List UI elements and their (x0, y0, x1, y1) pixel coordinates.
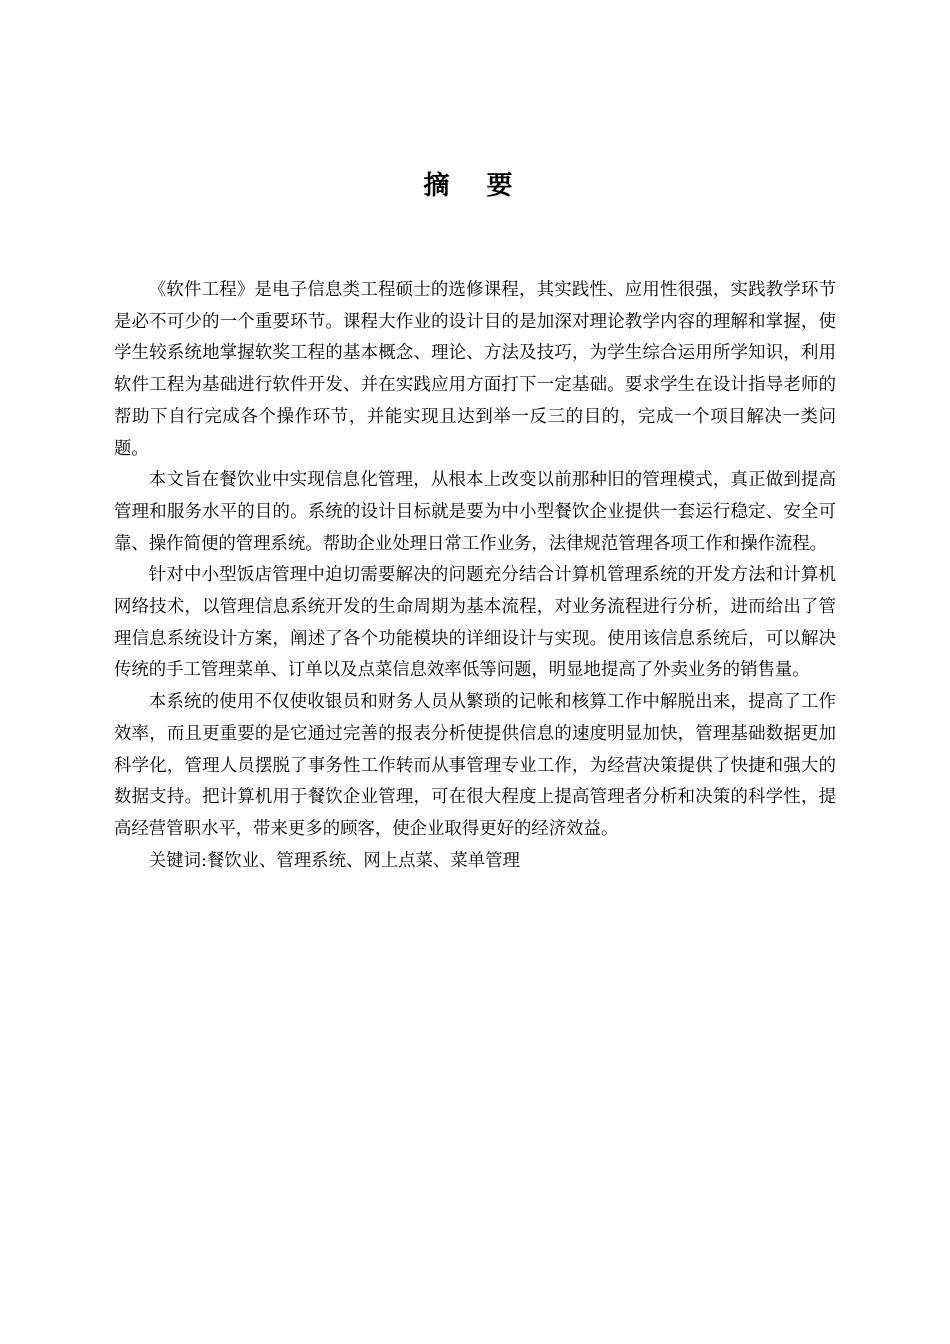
abstract-paragraph-3: 针对中小型饭店管理中迫切需要解决的问题充分结合计算机管理系统的开发方法和计算机网络技术，以管理信息系统开发的生命周期为基本流程，对业务流程进行分析，进而给出了管理信息系统设计方案，阐述了各个功能模块的详细设计与实现。使用该信息系统后，可以解决传统的手工管理菜单、订单以及点菜信息效率低等问题，明显地提高了外卖业务的销售量。 (114, 565, 836, 681)
abstract-paragraph-4: 本系统的使用不仅使收银员和财务人员从繁琐的记帐和核算工作中解脱出来，提高了工作效率，而且更重要的是它通过完善的报表分析使提供信息的速度明显加快，管理基础数据更加科学化，管理人员摆脱了事务性工作转而从事管理专业工作，为经营决策提供了快捷和强大的数据支持。把计算机用于餐饮企业管理，可在很大程度上提高管理者分析和决策的科学性，提高经营管职水平，带来更多的顾客，使企业取得更好的经济效益。 (114, 692, 836, 839)
abstract-paragraph-1: 《软件工程》是电子信息类工程硕士的选修课程，其实践性、应用性很强，实践教学环节是必不可少的一个重要环节。课程大作业的设计目的是加深对理论教学内容的理解和掌握，使学生较系统地掌握软奖工程的基本概念、理论、方法及技巧，为学生综合运用所学知识，利用软件工程为基础进行软件开发、并在实践应用方面打下一定基础。要求学生在设计指导老师的帮助下自行完成各个操作环节，并能实现且达到举一反三的目的，完成一个项目解决一类问题。 (114, 280, 836, 459)
abstract-title: 摘 要 (423, 171, 527, 201)
abstract-body (114, 275, 836, 877)
keywords-line: 关键词:餐饮业、管理系统、网上点菜、菜单管理 (148, 850, 520, 871)
abstract-paragraph-2: 本文旨在餐饮业中实现信息化管理，从根本上改变以前那种旧的管理模式，真正做到提高管理和服务水平的目的。系统的设计目标就是要为中小型餐饮企业提供一套运行稳定、安全可靠、操作简便的管理系统。帮助企业处理日常工作业务，法律规范管理各项工作和操作流程。 (114, 470, 836, 554)
